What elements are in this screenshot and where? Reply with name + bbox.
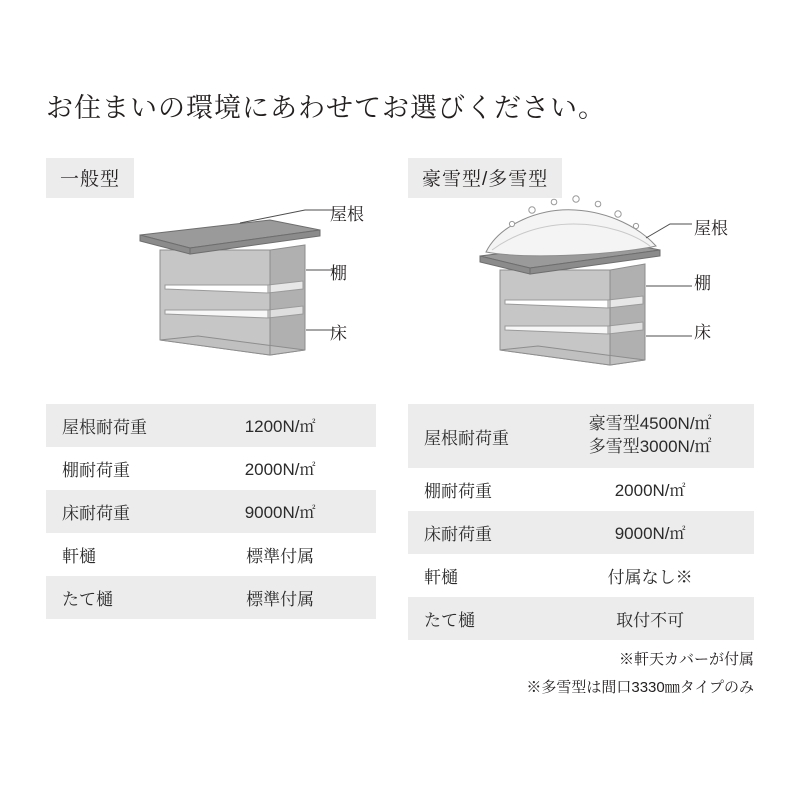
spec-label: 屋根耐荷重: [46, 404, 184, 447]
spec-value: 付属なし※: [607, 568, 693, 587]
spec-label: たて樋: [408, 597, 546, 640]
spec-value: 9000N/㎡: [184, 490, 376, 533]
spec-value: 1200N/㎡: [184, 404, 376, 447]
spec-value: 豪雪型4500N/㎡ 多雪型3000N/㎡: [546, 404, 754, 468]
spec-label: 軒樋: [62, 547, 96, 566]
footnote-eaves-cover: ※軒天カバーが付属: [618, 651, 754, 668]
spec-label: 床耐荷重: [408, 511, 546, 554]
callout-floor-right: 床: [694, 323, 711, 342]
table-row: [408, 597, 754, 640]
table-row: [408, 511, 754, 554]
callout-shelf-left: 棚: [330, 264, 347, 283]
table-row: [408, 554, 754, 597]
spec-label: 棚耐荷重: [424, 482, 492, 501]
table-row: [408, 468, 754, 511]
table-row: [408, 404, 754, 468]
spec-label: 軒樋: [424, 568, 458, 587]
column-title-heavy-snow: 豪雪型/多雪型: [408, 158, 562, 198]
column-title-general: 一般型: [46, 158, 134, 198]
spec-value: 標準付属: [184, 576, 376, 619]
table-row: [46, 576, 376, 619]
spec-value: 2000N/㎡: [244, 460, 316, 479]
callout-floor-left: 床: [330, 324, 347, 343]
spec-label: 屋根耐荷重: [408, 404, 546, 468]
spec-label: たて樋: [46, 576, 184, 619]
spec-value: 取付不可: [546, 597, 754, 640]
page-title: お住まいの環境にあわせてお選びください。: [46, 93, 606, 123]
callout-shelf-right: 棚: [694, 274, 711, 293]
table-row: [46, 533, 376, 576]
spec-value: 2000N/㎡: [614, 481, 686, 500]
spec-label: 床耐荷重: [46, 490, 184, 533]
spec-value: 9000N/㎡: [546, 511, 754, 554]
spec-value: 標準付属: [246, 547, 315, 566]
callout-roof-right: 屋根: [694, 219, 728, 238]
table-row: [46, 490, 376, 533]
table-row: [46, 404, 376, 447]
spec-table-general: [46, 404, 376, 619]
table-row: [46, 447, 376, 490]
footnote-width-type: ※多雪型は間口3330㎜タイプのみ: [526, 679, 754, 696]
spec-table-heavy-snow: [408, 404, 754, 640]
spec-label: 棚耐荷重: [62, 461, 130, 480]
callout-roof-left: 屋根: [330, 205, 364, 224]
